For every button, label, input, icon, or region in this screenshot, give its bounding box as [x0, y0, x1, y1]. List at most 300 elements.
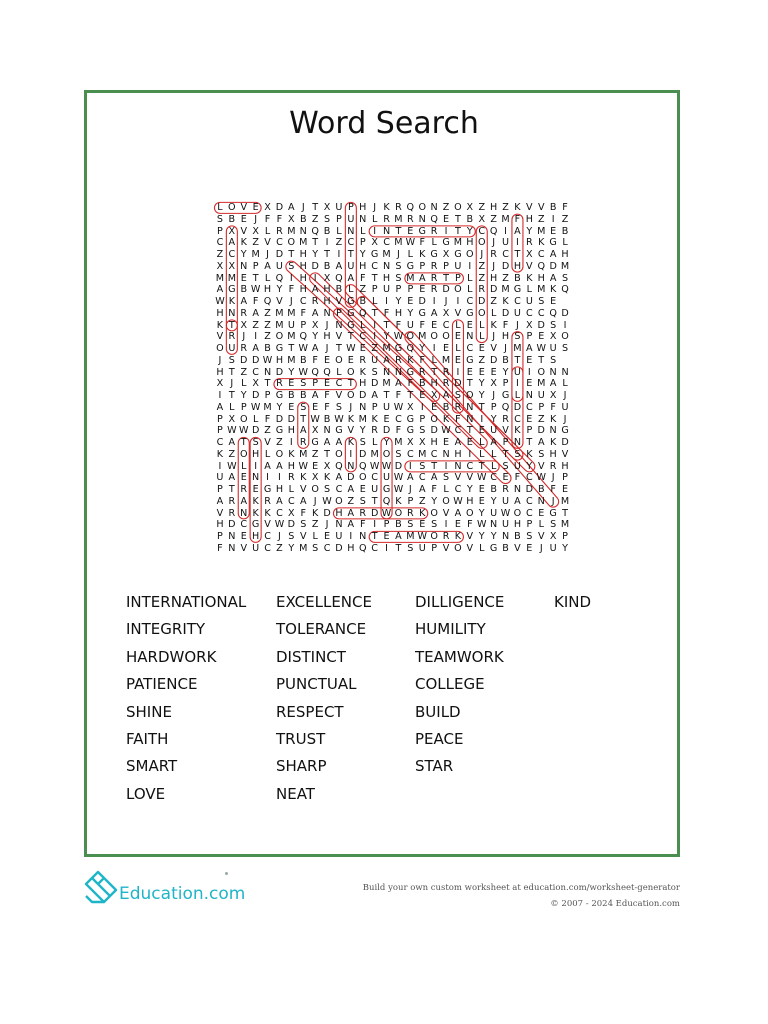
grid-row — [214, 261, 571, 273]
grid-letter: W — [274, 519, 285, 531]
grid-letter: S — [561, 272, 569, 284]
grid-letter: P — [526, 519, 533, 531]
grid-letter: H — [299, 260, 307, 272]
grid-letter: T — [395, 225, 402, 237]
grid-letter: B — [299, 213, 307, 225]
grid-letter: C — [347, 237, 355, 249]
grid-letter: Q — [358, 460, 367, 472]
grid-letter: J — [325, 319, 329, 331]
grid-letter: O — [454, 202, 462, 213]
grid-letter: W — [346, 343, 356, 354]
grid-letter: N — [228, 531, 236, 542]
grid-letter: T — [347, 378, 354, 390]
grid-letter: P — [407, 495, 414, 507]
grid-letter: K — [407, 354, 414, 366]
grid-letter: N — [299, 225, 307, 237]
grid-letter: F — [395, 425, 402, 437]
grid-letter: K — [347, 413, 354, 425]
grid-letter: I — [325, 237, 329, 249]
grid-letter: U — [383, 284, 391, 296]
grid-letter: K — [549, 284, 557, 296]
grid-letter: F — [300, 307, 306, 319]
grid-letter: P — [562, 472, 568, 484]
grid-letter: K — [502, 296, 509, 307]
word-list-item: KIND — [554, 593, 592, 611]
grid-letter: T — [478, 401, 485, 413]
grid-letter: C — [276, 507, 283, 519]
grid-letter: A — [240, 495, 248, 507]
grid-letter: N — [335, 519, 343, 531]
grid-letter: W — [369, 460, 380, 472]
grid-letter: U — [335, 202, 343, 213]
grid-letter: V — [240, 225, 248, 237]
grid-letter: O — [477, 307, 486, 319]
grid-letter: Z — [537, 413, 545, 425]
grid-letter: U — [502, 237, 510, 249]
grid-letter: R — [490, 249, 497, 260]
grid-letter: W — [393, 484, 404, 495]
grid-letter: D — [478, 296, 486, 307]
grid-letter: O — [228, 202, 236, 213]
grid-letter: L — [371, 437, 378, 448]
grid-letter: T — [502, 448, 509, 460]
grid-letter: R — [430, 225, 438, 237]
grid-letter: M — [394, 237, 403, 249]
grid-letter: C — [525, 495, 533, 507]
grid-letter: P — [371, 401, 378, 413]
grid-letter: S — [359, 437, 366, 448]
grid-letter: X — [323, 202, 331, 213]
grid-letter: E — [466, 319, 473, 331]
grid-letter: D — [251, 390, 260, 401]
grid-letter: B — [418, 378, 426, 390]
grid-letter: Z — [311, 448, 319, 460]
grid-letter: L — [479, 319, 485, 331]
grid-letter: R — [454, 401, 462, 413]
grid-letter: U — [513, 460, 521, 472]
grid-letter: T — [347, 249, 354, 260]
grid-letter: B — [442, 401, 450, 413]
grid-letter: H — [513, 260, 522, 272]
grid-letter: K — [383, 202, 390, 213]
grid-letter: F — [252, 296, 259, 307]
grid-letter: Z — [490, 296, 497, 307]
grid-letter: W — [405, 237, 416, 249]
grid-letter: M — [394, 437, 403, 448]
grid-letter: S — [323, 213, 331, 225]
grid-letter: P — [217, 425, 223, 437]
grid-letter: A — [347, 272, 355, 284]
grid-letter: N — [252, 472, 260, 484]
grid-letter: Z — [478, 272, 486, 284]
grid-letter: S — [395, 272, 402, 284]
grid-letter: L — [431, 354, 437, 366]
grid-letter: H — [382, 272, 391, 284]
grid-letter: M — [406, 272, 415, 284]
grid-letter: I — [289, 272, 293, 284]
grid-letter: X — [490, 378, 497, 390]
grid-letter: L — [467, 284, 473, 296]
grid-letter: M — [358, 413, 367, 425]
grid-letter: A — [276, 460, 283, 472]
grid-letter: O — [382, 448, 391, 460]
grid-letter: C — [359, 331, 367, 343]
grid-letter: K — [288, 448, 295, 460]
grid-letter: O — [442, 331, 450, 343]
grid-letter: L — [479, 331, 485, 343]
grid-row — [214, 226, 571, 238]
grid-letter: S — [371, 366, 378, 378]
grid-letter: M — [382, 249, 391, 260]
grid-letter: Z — [216, 249, 224, 260]
grid-letter: Y — [490, 495, 497, 507]
grid-letter: P — [264, 390, 271, 401]
grid-letter: I — [408, 460, 412, 472]
grid-letter: N — [359, 531, 367, 542]
word-list-item: HARDWORK — [126, 647, 217, 666]
grid-letter: H — [299, 284, 307, 296]
grid-letter: O — [454, 542, 462, 554]
grid-letter: Q — [489, 225, 498, 237]
grid-letter: V — [454, 472, 462, 484]
grid-letter: J — [551, 495, 555, 507]
grid-letter: D — [240, 354, 248, 366]
grid-letter: N — [359, 213, 367, 225]
grid-letter: D — [537, 319, 545, 331]
grid-letter: S — [395, 260, 402, 272]
grid-letter: V — [514, 542, 521, 554]
grid-letter: N — [537, 495, 545, 507]
grid-letter: L — [526, 284, 533, 296]
grid-letter: E — [240, 472, 247, 484]
grid-letter: D — [525, 484, 534, 495]
grid-letter: M — [275, 319, 284, 331]
grid-letter: U — [537, 390, 545, 401]
grid-letter: M — [560, 519, 570, 531]
grid-letter: A — [549, 378, 557, 390]
grid-letter: V — [335, 296, 343, 307]
grid-row — [214, 543, 571, 555]
grid-letter: E — [538, 507, 545, 519]
grid-letter: W — [476, 519, 487, 531]
logo-dot — [225, 872, 228, 875]
grid-letter: U — [335, 531, 343, 542]
grid-letter: D — [430, 425, 438, 437]
grid-letter: G — [406, 260, 415, 272]
grid-letter: Q — [358, 542, 367, 554]
grid-letter: X — [549, 531, 557, 542]
grid-letter: O — [513, 507, 522, 519]
grid-letter: E — [407, 296, 414, 307]
grid-letter: A — [549, 249, 557, 260]
grid-letter: B — [490, 484, 497, 495]
grid-letter: R — [478, 284, 486, 296]
grid-letter: L — [264, 225, 271, 237]
grid-letter: I — [349, 448, 353, 460]
grid-letter: A — [228, 472, 236, 484]
grid-letter: Z — [276, 437, 283, 448]
grid-letter: C — [525, 507, 533, 519]
grid-letter: X — [526, 249, 533, 260]
grid-letter: X — [228, 225, 236, 237]
grid-letter: B — [466, 213, 474, 225]
grid-letter: K — [549, 413, 557, 425]
grid-letter: C — [537, 249, 545, 260]
grid-letter: F — [264, 413, 271, 425]
grid-letter: G — [549, 507, 557, 519]
grid-letter: E — [550, 225, 557, 237]
footer-generator-note[interactable]: Build your own custom worksheet at education.com/worksheet-generator — [362, 883, 680, 893]
grid-letter: J — [397, 249, 400, 260]
grid-letter: H — [287, 460, 295, 472]
grid-letter: E — [383, 531, 390, 542]
grid-letter: X — [549, 390, 557, 401]
grid-letter: S — [288, 531, 295, 542]
grid-letter: M — [501, 213, 510, 225]
grid-letter: A — [252, 343, 259, 354]
grid-letter: P — [240, 401, 247, 413]
grid-letter: Z — [359, 284, 367, 296]
grid-letter: M — [537, 378, 546, 390]
grid-letter: A — [216, 284, 224, 296]
grid-letter: P — [455, 272, 461, 284]
grid-letter: Q — [263, 296, 272, 307]
grid-letter: I — [254, 460, 258, 472]
grid-letter: A — [371, 390, 378, 401]
grid-letter: Z — [335, 237, 343, 249]
grid-letter: L — [490, 307, 497, 319]
grid-row — [214, 296, 571, 308]
grid-letter: J — [325, 343, 329, 354]
grid-letter: X — [288, 507, 295, 519]
grid-letter: E — [478, 425, 485, 437]
grid-letter: J — [480, 249, 484, 260]
grid-letter: P — [300, 319, 307, 331]
grid-letter: J — [551, 472, 555, 484]
grid-letter: J — [492, 237, 496, 249]
word-list-item: HUMILITY — [415, 620, 486, 639]
grid-letter: E — [443, 437, 450, 448]
grid-letter: J — [349, 401, 353, 413]
grid-letter: I — [480, 413, 484, 425]
grid-letter: U — [490, 507, 498, 519]
grid-letter: D — [501, 307, 510, 319]
grid-letter: T — [371, 531, 378, 542]
grid-letter: G — [430, 249, 438, 260]
grid-letter: E — [478, 343, 485, 354]
grid-letter: B — [395, 519, 402, 531]
grid-letter: A — [311, 284, 319, 296]
grid-letter: A — [418, 484, 426, 495]
grid-letter: P — [443, 260, 449, 272]
grid-letter: L — [490, 448, 497, 460]
grid-letter: N — [549, 425, 557, 437]
grid-letter: G — [418, 225, 426, 237]
grid-letter: D — [537, 425, 545, 437]
grid-letter: E — [526, 542, 533, 554]
grid-letter: X — [466, 202, 474, 213]
grid-letter: U — [383, 472, 391, 484]
grid-letter: C — [383, 237, 390, 249]
grid-letter: B — [323, 225, 331, 237]
grid-letter: N — [335, 319, 343, 331]
grid-letter: R — [276, 378, 283, 390]
grid-letter: E — [538, 331, 545, 343]
grid-letter: B — [335, 284, 343, 296]
grid-letter: O — [430, 413, 438, 425]
grid-letter: J — [301, 202, 305, 213]
grid-letter: K — [490, 319, 497, 331]
grid-letter: O — [430, 507, 438, 519]
grid-letter: U — [490, 425, 498, 437]
grid-letter: P — [419, 260, 426, 272]
grid-letter: T — [455, 213, 461, 225]
grid-letter: G — [406, 425, 415, 437]
grid-letter: B — [323, 413, 331, 425]
grid-letter: B — [502, 542, 509, 554]
grid-letter: G — [347, 296, 355, 307]
grid-row — [214, 425, 571, 437]
grid-letter: L — [241, 460, 247, 472]
grid-letter: T — [526, 437, 533, 448]
grid-letter: Z — [264, 319, 271, 331]
grid-letter: K — [252, 495, 259, 507]
grid-letter: C — [371, 472, 378, 484]
grid-letter: V — [502, 425, 509, 437]
grid-row — [214, 249, 571, 261]
grid-letter: L — [241, 378, 247, 390]
word-list-item: PATIENCE — [126, 675, 198, 694]
grid-letter: A — [347, 519, 355, 531]
grid-letter: U — [502, 495, 510, 507]
grid-letter: G — [251, 519, 260, 531]
grid-letter: L — [479, 448, 485, 460]
grid-letter: U — [216, 472, 224, 484]
grid-letter: H — [490, 202, 498, 213]
grid-letter: O — [477, 237, 486, 249]
grid-letter: H — [335, 507, 343, 519]
grid-letter: P — [217, 531, 223, 542]
grid-row — [214, 508, 571, 520]
grid-letter: E — [324, 378, 331, 390]
grid-letter: T — [324, 448, 330, 460]
grid-letter: C — [371, 542, 378, 554]
grid-letter: E — [466, 437, 473, 448]
grid-letter: T — [228, 484, 235, 495]
grid-letter: T — [562, 507, 568, 519]
word-list-item: TRUST — [276, 730, 326, 748]
grid-letter: T — [455, 225, 461, 237]
grid-letter: T — [383, 390, 390, 401]
word-list-item: PEACE — [415, 730, 464, 748]
grid-letter: L — [455, 319, 461, 331]
grid-letter: R — [371, 425, 378, 437]
grid-letter: R — [549, 460, 557, 472]
grid-letter: G — [370, 249, 379, 260]
grid-letter: H — [347, 542, 355, 554]
grid-letter: S — [395, 448, 402, 460]
grid-letter: F — [395, 319, 402, 331]
grid-letter: H — [275, 354, 284, 366]
grid-letter: E — [478, 495, 485, 507]
grid-letter: X — [228, 260, 236, 272]
grid-letter: M — [418, 448, 427, 460]
grid-letter: R — [442, 531, 450, 542]
grid-letter: D — [359, 448, 367, 460]
grid-letter: C — [442, 319, 450, 331]
grid-letter: I — [432, 343, 436, 354]
grid-letter: R — [299, 437, 307, 448]
grid-letter: G — [228, 284, 236, 296]
brand-name[interactable]: Education.com — [119, 884, 246, 904]
word-list-item: TOLERANCE — [276, 620, 367, 639]
grid-letter: M — [299, 448, 308, 460]
grid-letter: T — [538, 354, 545, 366]
grid-row — [214, 531, 571, 543]
grid-letter: F — [514, 213, 521, 225]
grid-letter: I — [218, 460, 222, 472]
grid-letter: T — [371, 307, 378, 319]
grid-letter: T — [371, 495, 378, 507]
grid-letter: C — [240, 519, 248, 531]
grid-letter: S — [228, 354, 235, 366]
grid-letter: E — [407, 225, 414, 237]
grid-letter: V — [216, 331, 224, 343]
word-list-item: RESPECT — [276, 702, 344, 721]
grid-letter: G — [501, 390, 510, 401]
grid-letter: Q — [561, 284, 569, 296]
grid-letter: R — [311, 296, 319, 307]
grid-letter: C — [406, 448, 414, 460]
grid-letter: X — [323, 460, 331, 472]
grid-letter: I — [456, 296, 460, 307]
grid-letter: U — [513, 307, 521, 319]
grid-letter: N — [228, 542, 236, 554]
grid-letter: V — [240, 202, 248, 213]
grid-letter: A — [216, 495, 224, 507]
grid-letter: Q — [335, 460, 343, 472]
grid-letter: K — [526, 448, 533, 460]
grid-letter: L — [264, 272, 271, 284]
grid-letter: O — [394, 507, 403, 519]
grid-letter: K — [300, 472, 307, 484]
grid-letter: F — [419, 319, 425, 331]
grid-letter: E — [240, 272, 247, 284]
grid-letter: I — [373, 319, 377, 331]
grid-letter: G — [275, 390, 284, 401]
grid-letter: D — [287, 519, 296, 531]
grid-letter: G — [406, 366, 415, 378]
grid-letter: R — [228, 495, 236, 507]
grid-letter: R — [407, 507, 414, 519]
grid-letter: P — [217, 484, 223, 495]
grid-letter: Z — [478, 260, 486, 272]
grid-letter: J — [539, 542, 543, 554]
grid-letter: W — [298, 366, 308, 378]
grid-letter: T — [431, 366, 438, 378]
grid-letter: B — [359, 296, 367, 307]
grid-letter: Q — [549, 307, 557, 319]
grid-letter: T — [514, 354, 521, 366]
grid-letter: G — [311, 437, 319, 448]
grid-letter: H — [466, 237, 474, 249]
grid-letter: C — [430, 448, 438, 460]
grid-letter: N — [359, 401, 367, 413]
grid-letter: M — [453, 237, 463, 249]
grid-letter: N — [513, 437, 522, 448]
grid-letter: C — [466, 343, 474, 354]
grid-letter: D — [335, 542, 343, 554]
